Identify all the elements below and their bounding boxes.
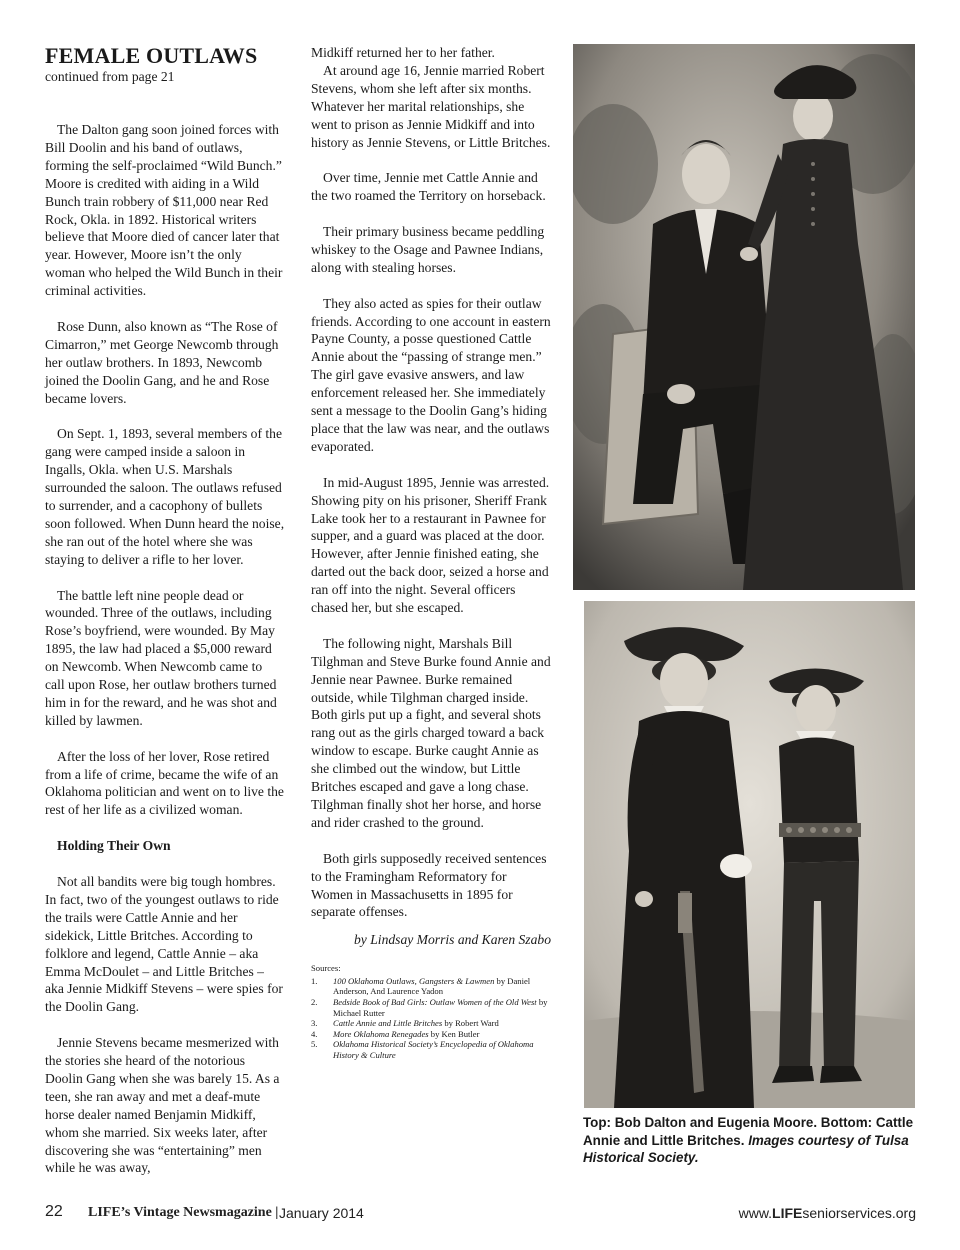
photo-dalton-moore-illustration (573, 44, 915, 590)
article-column-1 (45, 44, 285, 1177)
paragraph: Rose Dunn, also known as “The Rose of Cimarron,” met George Newcomb through her outlaw brothers. In 1893, Newcomb joined the Doolin Gang, and he and Rose became lovers. (45, 318, 279, 406)
source-item: 3. Cattle Annie and Little Britches by Robert Ward (311, 1018, 499, 1029)
photo-cattle-annie-illustration (584, 601, 915, 1108)
paragraph: Not all bandits were big tough hombres. In fact, two of the youngest outlaws to ride the trails were Cattle Annie and her sidekick, Little Britches. According to folklore and legend, Cattle Annie – aka Emma McDoulet – and Little Britches – aka Jennie Midkiff Stevens – were spies for the Doolin Gang. (45, 873, 283, 1015)
continued-note: continued from page 21 (45, 69, 175, 84)
magazine-name: LIFE’s Vintage Newsmagazine | (88, 1205, 279, 1220)
photo-cattle-annie-little-britches (584, 601, 915, 1108)
caption-credit: Images courtesy of Tulsa Historical Society. (583, 1132, 909, 1166)
paragraph: In mid-August 1895, Jennie was arrested. Showing pity on his prisoner, Sheriff Frank Lake took her to a restaurant in Pawnee for supper, and a guard was placed at the door. However, after Jennie finished eating, she darted out the back door, seized a horse and ran off into the night. Several officers chased her, but she escaped. (311, 474, 550, 616)
paragraph: The following night, Marshals Bill Tilghman and Steve Burke found Annie and Jennie near Pawnee. Burke remained outside, while Tilghman charged inside. Both girls put up a fight, and several shots rang out as the girls charged toward a back window to escape. Burke caught Annie as she climbed out the window, but Little Britches escaped and gave a long chase. Tilghman finally shot her horse, and horse and rider crashed to the ground. (311, 635, 551, 830)
source-item: 5. Oklahoma Historical Society’s Encyclopedia of Oklahoma History & Culture (311, 1039, 534, 1060)
paragraph: After the loss of her lover, Rose retired from a life of crime, became the wife of an Oklahoma politician and went on to live the rest of her life as a civilized woman. (45, 748, 284, 818)
paragraph: Jennie Stevens became mesmerized with the stories she heard of the notorious Doolin Gang when she was barely 15. As a teen, she ran away and met a deaf-mute horse dealer named Benjamin Midkiff, whom she married. Six weeks later, after discovering she was “entertaining” men while he was away, (45, 1035, 280, 1176)
caption-text: Top: Bob Dalton and Eugenia Moore. Bottom: Cattle Annie and Little Britches. (583, 1115, 914, 1148)
source-item: 4. More Oklahoma Renegades by Ken Butler (311, 1028, 480, 1039)
paragraph: Both girls supposedly received sentences to the Framingham Reformatory for Women in Massachusetts in 1895 for separate offenses. (311, 850, 547, 920)
photo-caption (583, 1114, 923, 1167)
paragraph: The Dalton gang soon joined forces with Bill Doolin and his band of outlaws, forming the self-proclaimed “Wild Bunch.” Moore is credited with aiding in a Wild Bunch train robbery of $11,000 near Red Rock, Okla. in 1892. Historical writers believe that Moore died of cancer later that year. However, Moore isn’t the only woman who helped the Wild Bunch in their criminal activities. (45, 122, 283, 299)
page-footer (0, 1200, 960, 1230)
byline: by Lindsay Morris and Karen Szabo (354, 932, 551, 948)
article-column-2 (311, 44, 551, 1061)
paragraph: At around age 16, Jennie married Robert Stevens, whom she left after six months. Whatever her marital relationships, she went to prison as Jennie Midkiff and into history as Jennie Stevens, or Little Britches. (311, 62, 551, 150)
photo-dalton-moore (573, 44, 915, 590)
sources-list (311, 963, 551, 1060)
page-number: 22 (45, 1203, 63, 1220)
issue-date: January 2014 (279, 1205, 364, 1221)
paragraph: They also acted as spies for their outlaw friends. According to one account in eastern Payne County, a posse questioned Cattle Annie about the “passing of strange men.” The girl gave evasive answers, and law enforcement released her. She immediately sent a message to the Doolin Gang’s hiding place that the law was near, and the outlaws evaporated. (311, 295, 551, 454)
sources-label: Sources: (311, 963, 341, 974)
paragraph: On Sept. 1, 1893, several members of the gang were camped inside a saloon in Ingalls, Okla. when U.S. Marshals surrounded the saloon. The outlaws refused to surrender, and a cacophony of bullets soon followed. When Dunn heard the noise, she ran out of the hotel where she was staying to deliver a rifle to her lover. (45, 426, 285, 567)
paragraph: Midkiff returned her to her father. (311, 45, 495, 60)
source-item: 1. 100 Oklahoma Outlaws, Gangsters & Lawmen by Daniel Anderson, And Laurence Yadon (311, 975, 531, 997)
source-item: 2. Bedside Book of Bad Girls: Outlaw Women of the Old West by Michael Rutter (311, 997, 548, 1018)
section-subhead: Holding Their Own (57, 838, 171, 854)
article-title: FEMALE OUTLAWS (45, 43, 258, 68)
paragraph: Their primary business became peddling whiskey to the Osage and Pawnee Indians, along with stealing horses. (311, 224, 545, 275)
website-url: www.LIFEseniorservices.org (738, 1205, 916, 1221)
paragraph: The battle left nine people dead or wounded. Three of the outlaws, including Rose’s boyfriend, were wounded. By May 1895, the law had placed a $5,000 reward on Newcomb. When Newcomb came to call upon Rose, her outlaw brothers turned him in for the reward, and he was shot and killed by lawmen. (45, 587, 277, 728)
paragraph: Over time, Jennie met Cattle Annie and the two roamed the Territory on horseback. (311, 170, 546, 204)
